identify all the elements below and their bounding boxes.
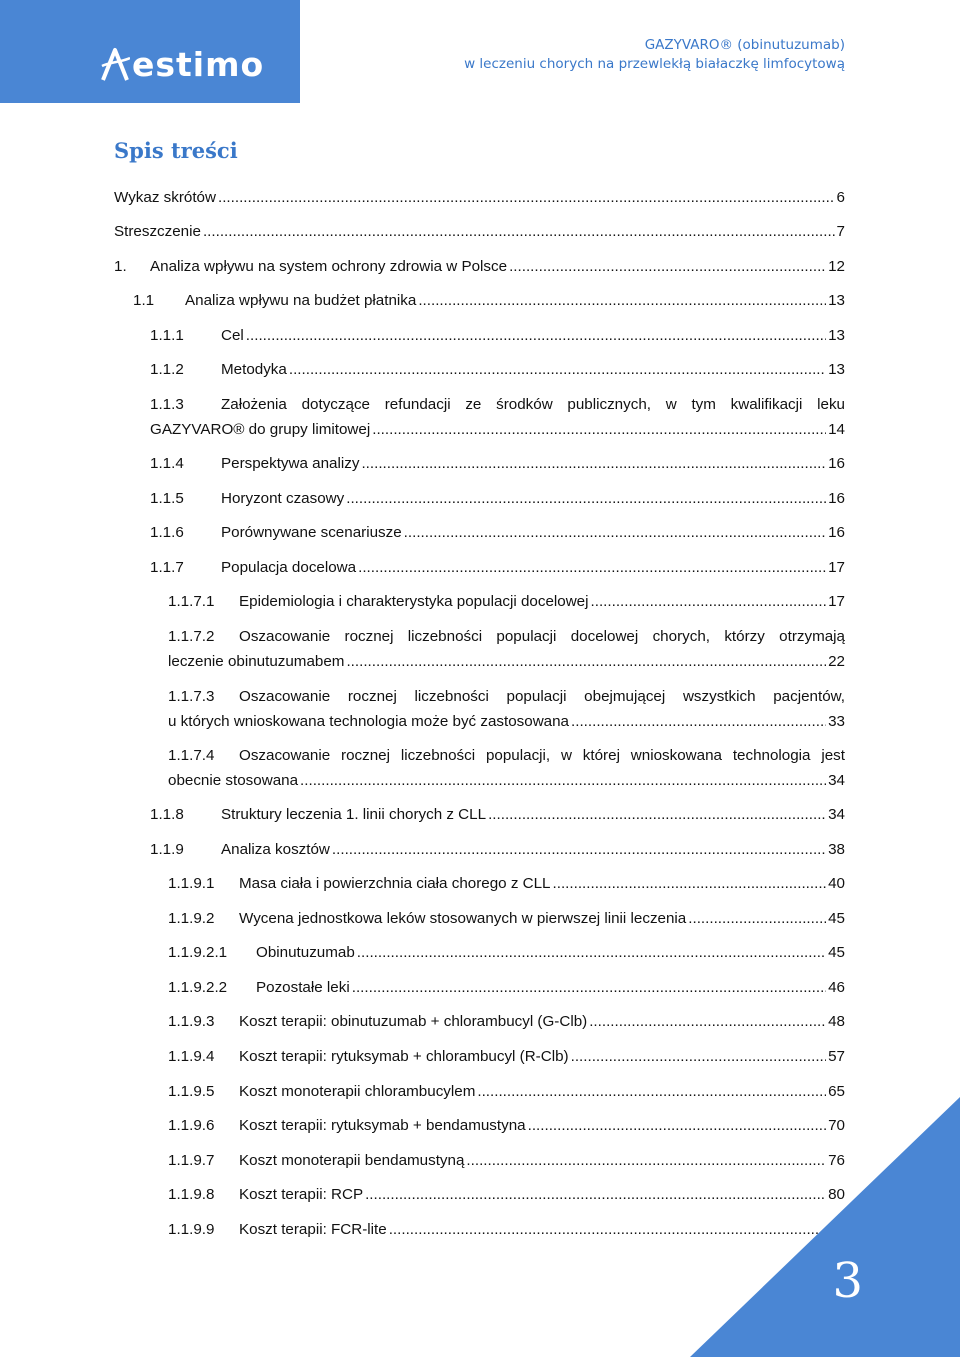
toc-entry-number: 1.1.9.8 xyxy=(168,1186,215,1203)
toc-entry-number: 1.1.9.2 xyxy=(168,910,215,927)
toc-entry-number: 1.1.9.6 xyxy=(168,1117,215,1134)
toc-entry-number: 1.1.2 xyxy=(150,361,184,378)
toc-entry-label: Analiza kosztów xyxy=(221,841,330,858)
toc-dot-leader xyxy=(289,358,826,383)
toc-entry[interactable] xyxy=(168,941,845,966)
header-title-block xyxy=(464,36,845,74)
toc-entry[interactable] xyxy=(168,1010,845,1035)
toc-entry[interactable] xyxy=(150,393,845,442)
toc-dot-leader xyxy=(346,650,826,675)
corner-triangle xyxy=(690,1097,960,1357)
toc-entry[interactable] xyxy=(168,625,845,674)
toc-entry-page: 22 xyxy=(828,652,845,670)
toc-dot-leader xyxy=(246,324,826,349)
toc-entry-number: 1.1.6 xyxy=(150,524,184,541)
toc-entry-number: 1.1.9.2.2 xyxy=(168,979,228,996)
toc-entry-label-line2: leczenie obinutuzumabem xyxy=(168,652,345,670)
toc-entry-label: Metodyka xyxy=(221,361,287,378)
toc-entry-label: Wykaz skrótów xyxy=(114,189,216,206)
toc-entry-page: 80 xyxy=(828,1186,845,1203)
toc-entry-page: 45 xyxy=(828,944,845,961)
toc-entry-page: 16 xyxy=(828,455,845,472)
toc-heading: Spis treści xyxy=(114,138,238,163)
toc-dot-leader xyxy=(357,941,826,966)
toc-dot-leader xyxy=(509,255,826,280)
toc-entry-number: 1.1.4 xyxy=(150,455,184,472)
toc-entry[interactable] xyxy=(150,452,845,477)
toc-entry[interactable] xyxy=(150,838,845,863)
toc-entry-page: 87 xyxy=(828,1221,845,1238)
toc-entry-label-line1: Oszacowanie rocznej liczebności populacji obejmującej wszystkich pacjentów, xyxy=(239,688,845,705)
toc-entry[interactable] xyxy=(150,487,845,512)
toc-dot-leader xyxy=(372,418,826,443)
toc-entry-page: 16 xyxy=(828,524,845,541)
toc-entry[interactable] xyxy=(168,685,845,734)
toc-entry-label: Epidemiologia i charakterystyka populacji docelowej xyxy=(239,593,589,610)
toc-entry-label-line1: Założenia dotyczące refundacji ze środków publicznych, w tym kwalifikacji leku xyxy=(221,396,845,413)
toc-entry-label-line1: Oszacowanie rocznej liczebności populacji, w której wnioskowana technologia jest xyxy=(239,747,845,764)
toc-dot-leader xyxy=(571,1045,827,1070)
toc-entry-number: 1.1.9.5 xyxy=(168,1083,215,1100)
toc-entry-page: 7 xyxy=(836,223,845,240)
toc-entry-number: 1.1.9.9 xyxy=(168,1221,215,1238)
toc-entry-number: 1.1.1 xyxy=(150,327,184,344)
estimo-logo xyxy=(100,42,264,86)
toc-entry[interactable] xyxy=(150,358,845,383)
toc-entry-label: Cel xyxy=(221,327,244,344)
toc-entry-label: Perspektywa analizy xyxy=(221,455,360,472)
toc-entry-page: 33 xyxy=(828,712,845,730)
logo-text: estimo xyxy=(132,44,265,84)
toc-entry-number: 1.1.3 xyxy=(150,396,184,413)
toc-entry-number: 1.1.5 xyxy=(150,490,184,507)
toc-dot-leader xyxy=(352,976,826,1001)
toc-entry-page: 65 xyxy=(828,1083,845,1100)
toc-dot-leader xyxy=(553,872,827,897)
toc-entry-number: 1.1.7.3 xyxy=(168,688,215,705)
toc-entry-label: Wycena jednostkowa leków stosowanych w pierwszej linii leczenia xyxy=(239,910,687,927)
toc-entry-label: Koszt terapii: RCP xyxy=(239,1186,364,1203)
toc-entry-number: 1.1.8 xyxy=(150,806,184,823)
toc-entry[interactable] xyxy=(114,255,845,280)
toc-entry[interactable] xyxy=(114,186,845,211)
toc-entry-page: 46 xyxy=(828,979,845,996)
header-product-line: GAZYVARO® (obinutuzumab) xyxy=(644,37,845,53)
toc-entry-page: 34 xyxy=(828,806,845,823)
toc-entry-label: Streszczenie xyxy=(114,223,201,240)
toc-entry[interactable] xyxy=(168,976,845,1001)
toc-entry-label: Koszt terapii: rytuksymab + bendamustyna xyxy=(239,1117,526,1134)
toc-dot-leader xyxy=(300,769,826,794)
toc-entry-page: 13 xyxy=(828,327,845,344)
toc-dot-leader xyxy=(571,710,826,735)
toc-entry-page: 13 xyxy=(828,292,845,309)
page-header xyxy=(0,0,960,103)
toc-entry[interactable] xyxy=(133,289,845,314)
toc-entry-number: 1.1.9.1 xyxy=(168,875,215,892)
toc-entry-number: 1.1.9.2.1 xyxy=(168,944,228,961)
toc-entry[interactable] xyxy=(168,744,845,793)
toc-entry-page: 13 xyxy=(828,361,845,378)
toc-dot-leader xyxy=(488,803,826,828)
toc-entry-label-line2: obecnie stosowana xyxy=(168,771,299,789)
toc-entry-number: 1.1.7.1 xyxy=(168,593,215,610)
toc-entry-number: 1.1.9.3 xyxy=(168,1013,215,1030)
toc-entry[interactable] xyxy=(114,220,845,245)
toc-entry-label: Koszt terapii: FCR-lite xyxy=(239,1221,387,1238)
toc-entry-label: Populacja docelowa xyxy=(221,559,357,576)
toc-entry[interactable] xyxy=(168,907,845,932)
toc-entry-label: Koszt terapii: obinutuzumab + chlorambucyl (G-Clb) xyxy=(239,1013,588,1030)
toc-entry[interactable] xyxy=(150,556,845,581)
toc-entry[interactable] xyxy=(150,803,845,828)
toc-dot-leader xyxy=(218,186,835,211)
toc-entry-label: Pozostałe leki xyxy=(256,979,350,996)
page-number: 3 xyxy=(832,1253,863,1309)
toc-entry-page: 12 xyxy=(828,258,845,275)
toc-dot-leader xyxy=(404,521,826,546)
toc-dot-leader xyxy=(361,452,826,477)
toc-entry-page: 17 xyxy=(828,559,845,576)
toc-dot-leader xyxy=(346,487,826,512)
toc-entry-label-line2: u których wnioskowana technologia może być zastosowana xyxy=(168,712,570,730)
corner-decoration xyxy=(690,1097,960,1357)
toc-entry-number: 1.1.9.7 xyxy=(168,1152,215,1169)
toc-dot-leader xyxy=(589,1010,826,1035)
toc-entry-label: Porównywane scenariusze xyxy=(221,524,402,541)
toc-entry-number: 1.1.7.4 xyxy=(168,747,215,764)
toc-entry-label-line2: GAZYVARO® do grupy limitowej xyxy=(150,420,371,438)
logo-a-mark-icon xyxy=(100,46,130,82)
toc-dot-leader xyxy=(358,556,826,581)
toc-entry-label: Masa ciała i powierzchnia ciała chorego z CLL xyxy=(239,875,551,892)
toc-entry-page: 40 xyxy=(828,875,845,892)
toc-entry-number: 1.1.7 xyxy=(150,559,184,576)
toc-entry-number: 1.1 xyxy=(133,292,155,309)
toc-entry-label-line1: Oszacowanie rocznej liczebności populacji docelowej chorych, którzy otrzymają xyxy=(239,628,845,645)
toc-entry[interactable] xyxy=(168,590,845,615)
toc-entry-page: 70 xyxy=(828,1117,845,1134)
toc-entry[interactable] xyxy=(168,872,845,897)
toc-entry-number: 1.1.9 xyxy=(150,841,184,858)
toc-entry-label: Analiza wpływu na budżet płatnika xyxy=(185,292,417,309)
toc-entry-label: Horyzont czasowy xyxy=(221,490,345,507)
toc-entry-label: Analiza wpływu na system ochrony zdrowia w Polsce xyxy=(150,258,508,275)
toc-entry-number: 1.1.9.4 xyxy=(168,1048,215,1065)
toc-dot-leader xyxy=(203,220,835,245)
toc-entry-number: 1.1.7.2 xyxy=(168,628,215,645)
toc-entry-label: Koszt monoterapii chlorambucylem xyxy=(239,1083,476,1100)
toc-entry-page: 14 xyxy=(828,420,845,438)
toc-entry-page: 34 xyxy=(828,771,845,789)
toc-entry-page: 38 xyxy=(828,841,845,858)
toc-entry-page: 48 xyxy=(828,1013,845,1030)
toc-entry-page: 76 xyxy=(828,1152,845,1169)
toc-dot-leader xyxy=(418,289,826,314)
toc-entry-page: 17 xyxy=(828,593,845,610)
toc-entry[interactable] xyxy=(150,324,845,349)
toc-dot-leader xyxy=(332,838,826,863)
toc-entry-label: Koszt terapii: rytuksymab + chlorambucyl (R-Clb) xyxy=(239,1048,569,1065)
toc-entry-page: 6 xyxy=(836,189,845,206)
toc-entry-label: Obinutuzumab xyxy=(256,944,355,961)
header-indication-line: w leczeniu chorych na przewlekłą białaczkę limfocytową xyxy=(464,56,845,72)
toc-entry-page: 45 xyxy=(828,910,845,927)
toc-dot-leader xyxy=(688,907,826,932)
toc-entry-label: Koszt monoterapii bendamustyną xyxy=(239,1152,465,1169)
toc-entry[interactable] xyxy=(150,521,845,546)
toc-entry-page: 57 xyxy=(828,1048,845,1065)
toc-entry[interactable] xyxy=(168,1045,845,1070)
toc-entry-number: 1. xyxy=(114,258,127,275)
toc-entry-page: 16 xyxy=(828,490,845,507)
toc-dot-leader xyxy=(591,590,827,615)
toc-entry-label: Struktury leczenia 1. linii chorych z CLL xyxy=(221,806,487,823)
